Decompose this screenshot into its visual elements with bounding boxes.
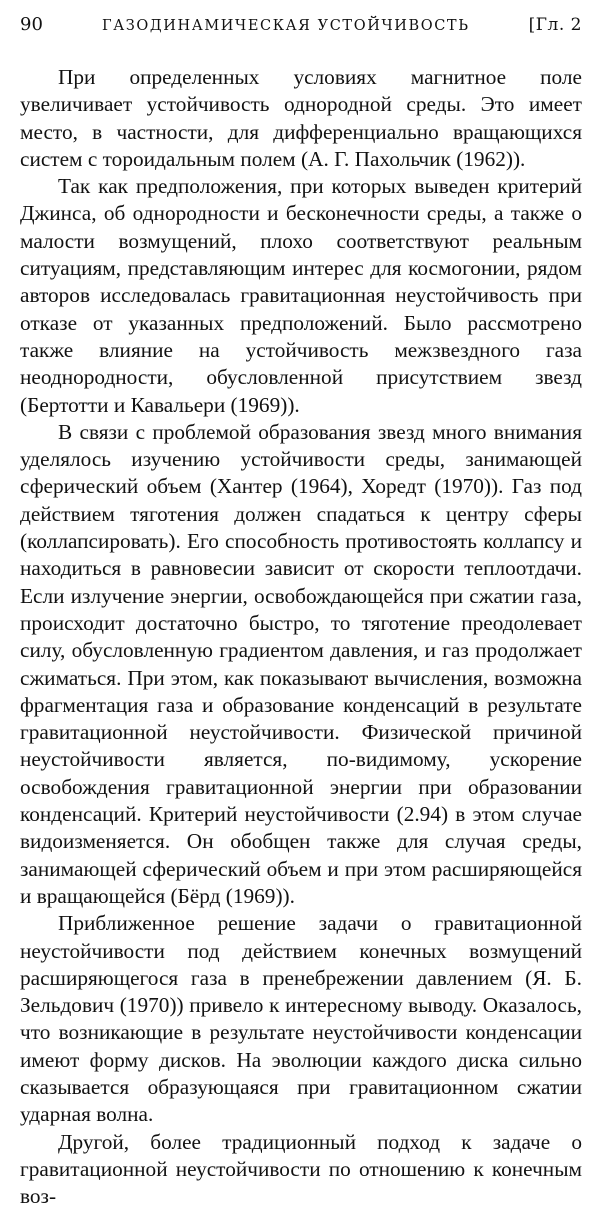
body-text xyxy=(20,64,582,1210)
paragraph-traditional-approach: Другой, более традиционный подход к задаче о гравитационной неустойчивости по отношению к конечным воз- xyxy=(20,1129,582,1209)
running-title: ГАЗОДИНАМИЧЕСКАЯ УСТОЙЧИВОСТЬ xyxy=(102,18,470,34)
paragraph-magnetic-field: При определенных условиях магнитное поле увеличивает устойчивость однородной среды. Это имеет место, в частности, для дифференциально вращающихся систем с тороидальным полем (А. Г. Пахольчик (1962)). xyxy=(20,65,582,171)
chapter-reference: [Гл. 2 xyxy=(528,15,582,35)
paragraph-jeans-criterion: Так как предположения, при которых выведен критерий Джинса, об однородности и бесконечности среды, а также о малости возмущений, плохо соответствуют реальным ситуациям, представляющим интерес для космогонии, рядом авторов исследовалась гравитационная неустойчивость при отказе от указанных предположений. Было рассмотрено также влияние на устойчивость межзвездного газа неоднородности, обусловленной присутствием звезд (Бертотти и Кавальери (1969)). xyxy=(20,174,582,417)
paragraph-star-formation: В связи с проблемой образования звезд много внимания уделялось изучению устойчивости среды, занимающей сферический объем (Хантер (1964), Хоредт (1970)). Газ под действием тяготения должен спадаться к центру сферы (коллапсировать). Его способность противостоять коллапсу и находиться в равновесии зависит от скорости теплоотдачи. Если излучение энергии, освобождающейся при сжатии газа, происходит достаточно быстро, то тяготение преодолевает силу, обусловленную градиентом давления, и газ продолжает сжиматься. При этом, как показывают вычисления, возможна фрагментация газа и образование конденсаций в результате гравитационной неустойчивости. Физической причиной неустойчивости является, по-видимому, ускорение освобождения гравитационной энергии при образовании конденсаций. Критерий неустойчивости (2.94) в этом случае видоизменяется. Он обобщен также для случая среды, занимающей сферический объем и при этом расширяющейся и вращающейся (Бёрд (1969)). xyxy=(20,419,582,908)
page-number: 90 xyxy=(20,14,43,35)
page-header xyxy=(20,14,582,36)
paragraph-finite-perturbations: Приближенное решение задачи о гравитационной неустойчивости под действием конечных возмущений расширяющегося газа в пренебрежении давлением (Я. Б. Зельдович (1970)) привело к интересному выводу. Оказалось, что возникающие в результате неустойчивости конденсации имеют форму дисков. На эволюции каждого диска сильно сказывается образующаяся при гравитационном сжатии ударная волна. xyxy=(20,911,582,1127)
